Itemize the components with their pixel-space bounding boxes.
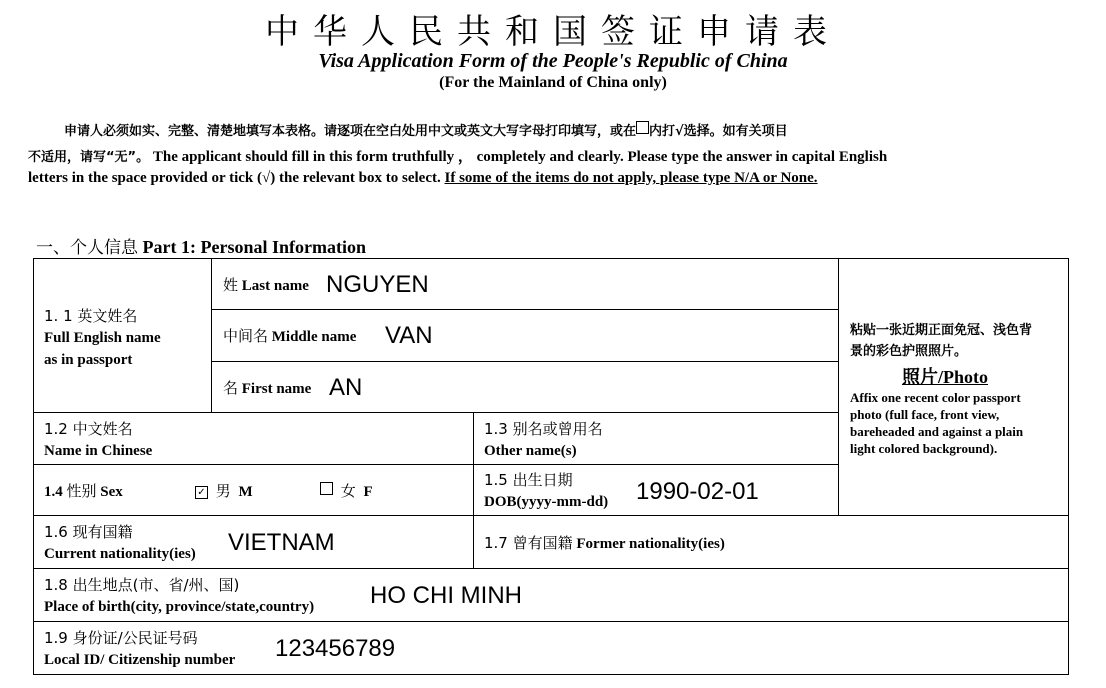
table-border-top xyxy=(33,258,1069,259)
photo-instruction-en-3: bareheaded and against a plain xyxy=(850,424,1024,439)
male-checkbox[interactable]: ✓ xyxy=(195,486,208,499)
current-nationality-field[interactable]: VIETNAM xyxy=(228,529,335,556)
full-name-label xyxy=(44,305,161,371)
form-subtitle: (For the Mainland of China only) xyxy=(439,74,667,91)
form-title-chinese: 中华人民共和国签证申请表 xyxy=(265,12,841,52)
birthplace-label-cn: 1.8 出生地点(市、省/州、国) xyxy=(44,576,240,594)
female-label-en: F xyxy=(363,484,373,500)
former-nationality-label-en: Former nationality(ies) xyxy=(576,536,725,552)
grid-line xyxy=(33,568,1069,569)
photo-instruction-en-4: light colored background). xyxy=(850,441,998,456)
instructions-line-1 xyxy=(28,120,1106,140)
current-nationality-label-en: Current nationality(ies) xyxy=(44,546,196,562)
dob-field[interactable]: 1990-02-01 xyxy=(636,478,759,505)
instructions-line-2 xyxy=(28,145,1078,166)
table-border-left xyxy=(33,258,34,675)
grid-line xyxy=(33,464,838,465)
chinese-name-label xyxy=(44,418,152,462)
photo-instruction-en-2: photo (full face, front view, xyxy=(850,407,1000,422)
instructions-cn-text-end: 内打√选择。如有关项目 xyxy=(649,124,788,139)
first-name-label-en: First name xyxy=(241,381,312,397)
female-label-cn: 女 xyxy=(340,482,356,500)
section-title-en: Part 1: Personal Information xyxy=(142,237,366,257)
dob-label-en: DOB(yyyy-mm-dd) xyxy=(484,494,609,510)
birthplace-label-en: Place of birth(city, province/state,country) xyxy=(44,599,315,615)
full-name-label-en: Full English name xyxy=(44,330,161,346)
instructions-cn-text-2: 不适用，请写“无”。 xyxy=(28,150,150,165)
current-nationality-label-cn: 1.6 现有国籍 xyxy=(44,523,133,541)
other-names-label-cn: 1.3 别名或曾用名 xyxy=(484,420,603,438)
chinese-name-label-cn: 1.2 中文姓名 xyxy=(44,420,133,438)
instructions-cn-text: 申请人必须如实、完整、清楚地填写本表格。请逐项在空白处用中文或英文大写字母打印填写，或在 xyxy=(64,124,637,139)
middle-name-label-en: Middle name xyxy=(271,329,357,345)
photo-area[interactable] xyxy=(850,320,1062,457)
sex-label-en: Sex xyxy=(100,484,123,500)
instructions-en-text-3: letters in the space provided or tick (√) the relevant box to select. xyxy=(28,170,441,186)
birthplace-field[interactable]: HO CHI MINH xyxy=(370,582,522,609)
instructions-line-3 xyxy=(28,170,1078,187)
table-border-right xyxy=(1068,258,1069,675)
sex-label-num: 1.4 xyxy=(44,484,63,500)
sex-label xyxy=(44,480,123,503)
full-name-label-cn: 1. 1 英文姓名 xyxy=(44,307,138,325)
middle-name-label xyxy=(223,325,356,348)
local-id-label-cn: 1.9 身份证/公民证号码 xyxy=(44,629,198,647)
chinese-name-label-en: Name in Chinese xyxy=(44,443,153,459)
photo-instruction-cn-2: 景的彩色护照照片。 xyxy=(850,344,968,359)
birthplace-label xyxy=(44,574,314,618)
last-name-label xyxy=(223,274,309,297)
grid-line xyxy=(473,412,474,516)
other-names-label xyxy=(484,418,603,462)
instructions-note: If some of the items do not apply, please type N/A or None. xyxy=(444,170,818,186)
table-border-bottom xyxy=(33,674,1069,675)
middle-name-field[interactable]: VAN xyxy=(385,322,433,349)
sex-female-option[interactable] xyxy=(320,480,373,503)
instructions-en-text-2: The applicant should fill in this form truthfully ， completely and clearly. Please type the answer in capital English xyxy=(152,149,888,165)
local-id-label xyxy=(44,627,235,671)
last-name-field[interactable]: NGUYEN xyxy=(326,271,429,298)
other-names-label-en: Other name(s) xyxy=(484,443,577,459)
grid-line xyxy=(33,412,838,413)
current-nationality-label xyxy=(44,521,196,565)
sex-label-cn: 性别 xyxy=(66,482,97,500)
former-nationality-label xyxy=(484,532,725,555)
middle-name-label-cn: 中间名 xyxy=(223,327,269,345)
grid-line xyxy=(211,258,212,413)
last-name-label-cn: 姓 xyxy=(223,276,239,294)
grid-line xyxy=(33,515,1069,516)
photo-instruction-cn: 粘贴一张近期正面免冠、浅色背 xyxy=(850,323,1033,338)
local-id-label-en: Local ID/ Citizenship number xyxy=(44,652,236,668)
full-name-label-en-2: as in passport xyxy=(44,352,133,368)
sex-male-option[interactable] xyxy=(195,480,253,503)
photo-instruction-en: Affix one recent color passport xyxy=(850,390,1021,405)
former-nationality-label-cn: 1.7 曾有国籍 xyxy=(484,534,573,552)
last-name-label-en: Last name xyxy=(241,278,309,294)
section-title-cn: 一、个人信息 xyxy=(36,238,138,258)
dob-label xyxy=(484,469,608,513)
grid-line xyxy=(211,309,838,310)
section-title xyxy=(36,233,366,258)
form-title-english: Visa Application Form of the People's Republic of China xyxy=(318,50,788,72)
checkbox-sample-icon xyxy=(636,121,649,134)
first-name-label-cn: 名 xyxy=(223,379,239,397)
female-checkbox[interactable] xyxy=(320,482,333,495)
dob-label-cn: 1.5 出生日期 xyxy=(484,471,573,489)
grid-line xyxy=(838,258,839,516)
male-label-cn: 男 xyxy=(215,482,231,500)
grid-line xyxy=(33,621,1069,622)
grid-line xyxy=(211,361,838,362)
first-name-field[interactable]: AN xyxy=(329,374,363,401)
photo-title: 照片/Photo xyxy=(901,367,988,387)
first-name-label xyxy=(223,377,311,400)
grid-line xyxy=(473,515,474,569)
male-label-en: M xyxy=(238,484,253,500)
local-id-field[interactable]: 123456789 xyxy=(275,635,396,662)
